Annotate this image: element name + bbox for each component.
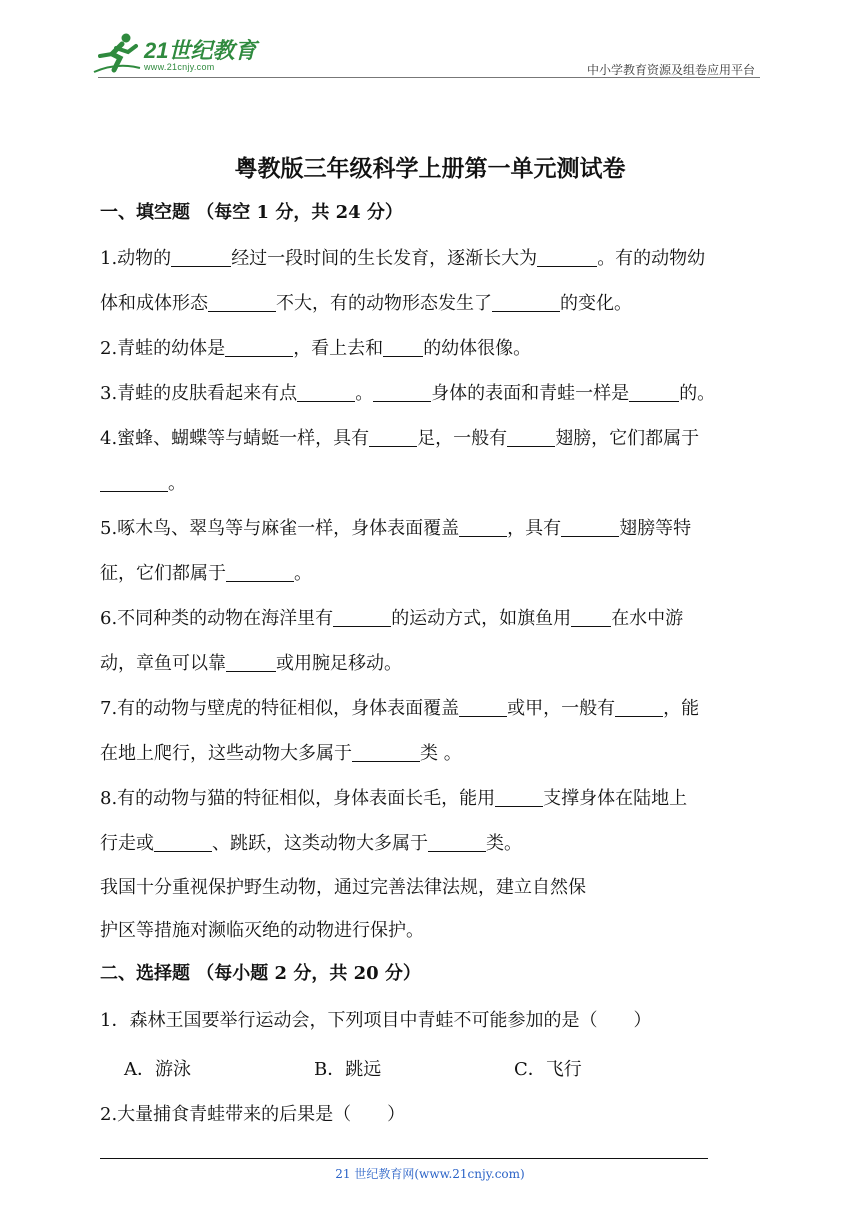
question-5 [100,506,764,596]
q7-text-c: ，能 [663,698,700,719]
q8-text-b: 支撑身体在陆地上 [543,788,688,809]
answer-blank[interactable] [492,293,560,312]
answer-blank[interactable] [615,698,663,717]
section-heading-choice: 二、选择题 （每小题 2 分，共 20 分） [100,963,421,984]
q6-text-b: 的运动方式，如旗鱼用 [391,608,572,629]
question-3 [100,371,764,416]
answer-blank[interactable] [352,743,420,762]
footer-divider [100,1158,708,1159]
q1-text-b: 经过一段时间的生长发育，逐渐长大为 [231,248,538,269]
answer-blank[interactable] [495,788,543,807]
footer-link[interactable]: 21 世纪教育网(www.21cnjy.com) [335,1167,525,1181]
question-6 [100,596,764,686]
q7-text-e: 类 。 [420,743,462,764]
answer-blank[interactable] [225,338,293,357]
q2-text-c: 的幼体很像。 [423,338,532,359]
question-8 [100,776,764,866]
q4-text-b: 足，一般有 [417,428,508,449]
question-7 [100,686,764,776]
answer-blank[interactable] [507,428,555,447]
q3-text-c: 身体的表面和青蛙一样是 [431,383,630,404]
q6-text-d: 动，章鱼可以靠 [100,653,226,674]
note-line-2: 护区等措施对濒临灭绝的动物进行保护。 [100,920,424,941]
q6-text-c: 在水中游 [611,608,684,629]
page-header [0,0,860,80]
answer-blank[interactable] [154,833,212,852]
answer-blank[interactable] [459,518,507,537]
q3-text-b: 。 [355,383,374,404]
answer-blank[interactable] [171,248,231,267]
answer-blank[interactable] [333,608,391,627]
header-divider [98,77,760,78]
answer-blank[interactable] [226,563,294,582]
q1-text-a: 1.动物的 [100,248,172,269]
answer-blank[interactable] [571,608,611,627]
logo-text: 21世纪教育 [144,38,257,63]
q4-text-a: 4.蜜蜂、蝴蝶等与蜻蜓一样，具有 [100,428,370,449]
answer-blank[interactable] [629,383,679,402]
q6-text-e: 或用腕足移动。 [276,653,402,674]
q5-text-d: 征，它们都属于 [100,563,226,584]
answer-blank[interactable] [226,653,276,672]
option-a[interactable]: A．游泳 [124,1059,191,1080]
logo-url: www.21cnjy.com [144,62,215,72]
q1-text-c: 。有的动物幼 [597,248,706,269]
answer-blank[interactable] [373,383,431,402]
choice-options [100,1046,764,1094]
choice-question-2: 2.大量捕食青蛙带来的后果是（ ） [100,1104,406,1125]
question-4 [100,416,764,506]
answer-blank[interactable] [561,518,619,537]
q5-text-e: 。 [294,563,312,584]
question-1 [100,236,764,326]
q1-text-d: 体和成体形态 [100,293,208,314]
q2-text-a: 2.青蛙的幼体是 [100,338,226,359]
q5-text-a: 5.啄木鸟、翠鸟等与麻雀一样，身体表面覆盖 [100,518,460,539]
q6-text-a: 6.不同种类的动物在海洋里有 [100,608,334,629]
q7-text-d: 在地上爬行，这些动物大多属于 [100,743,352,764]
choice-question-1: 1．森林王国要举行运动会，下列项目中青蛙不可能参加的是（ ） [100,1010,652,1031]
site-logo[interactable] [92,32,262,78]
answer-blank[interactable] [537,248,597,267]
q7-text-b: 或甲，一般有 [507,698,616,719]
answer-blank[interactable] [428,833,486,852]
note-line-1: 我国十分重视保护野生动物，通过完善法律法规，建立自然保 [100,877,586,898]
answer-blank[interactable] [369,428,417,447]
answer-blank[interactable] [208,293,276,312]
page-title: 粤教版三年级科学上册第一单元测试卷 [234,155,626,182]
answer-blank[interactable] [459,698,507,717]
q5-text-b: ，具有 [507,518,562,539]
q8-text-a: 8.有的动物与猫的特征相似，身体表面长毛，能用 [100,788,496,809]
answer-blank[interactable] [383,338,423,357]
q8-text-e: 类。 [486,833,522,854]
q3-text-d: 的。 [679,383,716,404]
section-heading-fill-blank: 一、填空题 （每空 1 分，共 24 分） [100,202,403,223]
exam-content [100,196,764,1136]
platform-label: 中小学教育资源及组卷应用平台 [586,63,755,77]
q1-text-f: 的变化。 [560,293,632,314]
q2-text-b: ，看上去和 [293,338,384,359]
answer-blank[interactable] [100,473,168,492]
protection-note [100,866,764,952]
q8-text-d: 、跳跃，这类动物大多属于 [212,833,428,854]
option-b[interactable]: B．跳远 [314,1059,382,1080]
q7-text-a: 7.有的动物与壁虎的特征相似，身体表面覆盖 [100,698,460,719]
q8-text-c: 行走或 [100,833,154,854]
q1-text-e: 不大，有的动物形态发生了 [276,293,492,314]
q4-text-c: 翅膀，它们都属于 [555,428,700,449]
q5-text-c: 翅膀等特 [619,518,692,539]
option-c[interactable]: C．飞行 [514,1059,582,1080]
answer-blank[interactable] [297,383,355,402]
runner-icon [92,32,142,76]
q4-text-d: 。 [168,473,186,494]
q3-text-a: 3.青蛙的皮肤看起来有点 [100,383,298,404]
question-2 [100,326,764,371]
